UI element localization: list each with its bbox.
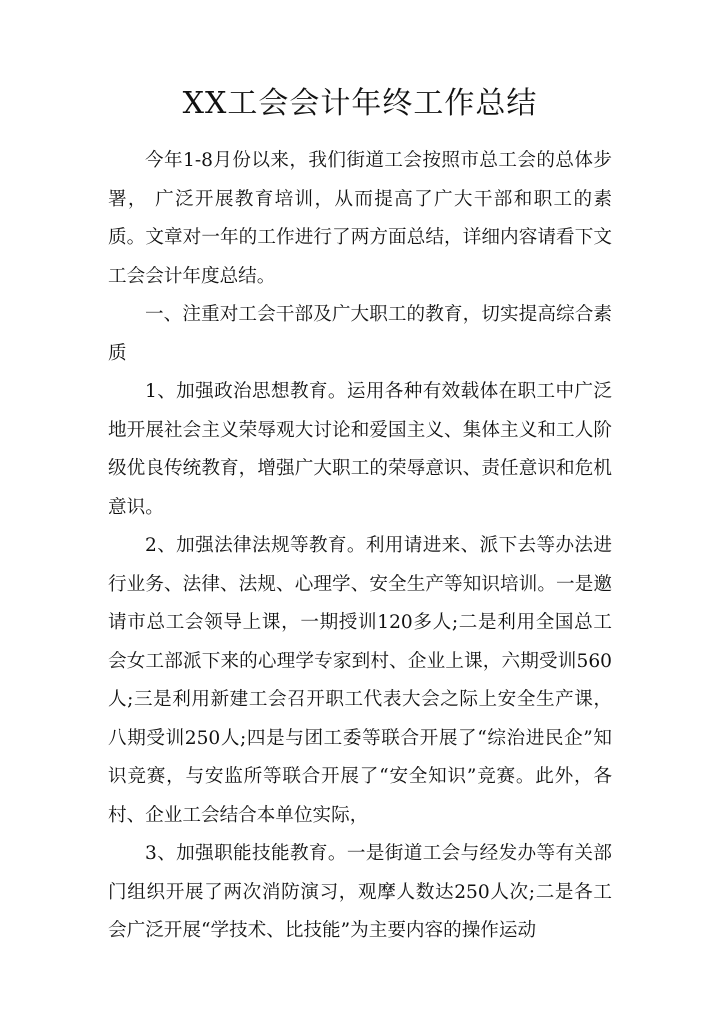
paragraph-intro: 今年1-8月份以来，我们街道工会按照市总工会的总体步署， 广泛开展教育培训，从而提高了广大干部和职工的素质。文章对一年的工作进行了两方面总结，详细内容请看下文工会会计年度总结。 bbox=[108, 150, 612, 287]
paragraph-item-3: 3、加强职能技能教育。一是街道工会与经发办等有关部门组织开展了两次消防演习，观摩人数达250人次;二是各工会广泛开展“学技术、比技能”为主要内容的操作运动 bbox=[108, 843, 612, 941]
document-title: XX工会会计年终工作总结 bbox=[182, 86, 538, 121]
document-body bbox=[108, 142, 612, 951]
section-heading-1: 一、注重对工会干部及广大职工的教育，切实提高综合素质 bbox=[108, 304, 612, 364]
paragraph-item-1: 1、加强政治思想教育。运用各种有效载体在职工中广泛地开展社会主义荣辱观大讨论和爱国主义、集体主义和工人阶级优良传统教育，增强广大职工的荣辱意识、责任意识和危机意识。 bbox=[108, 381, 612, 518]
paragraph-item-2: 2、加强法律法规等教育。利用请进来、派下去等办法进行业务、法律、法规、心理学、安全生产等知识培训。一是邀请市总工会领导上课，一期授训120多人;二是利用全国总工会女工部派下来的心理学专家到村、企业上课，六期受训560人;三是利用新建工会召开职工代表大会之际上安全生产课，八期受训250人;四是与团工委等联合开展了“综治进民企”知识竞赛，与安监所等联合开展了“安全知识”竞赛。此外，各村、企业工会结合本单位实际， bbox=[108, 535, 612, 826]
